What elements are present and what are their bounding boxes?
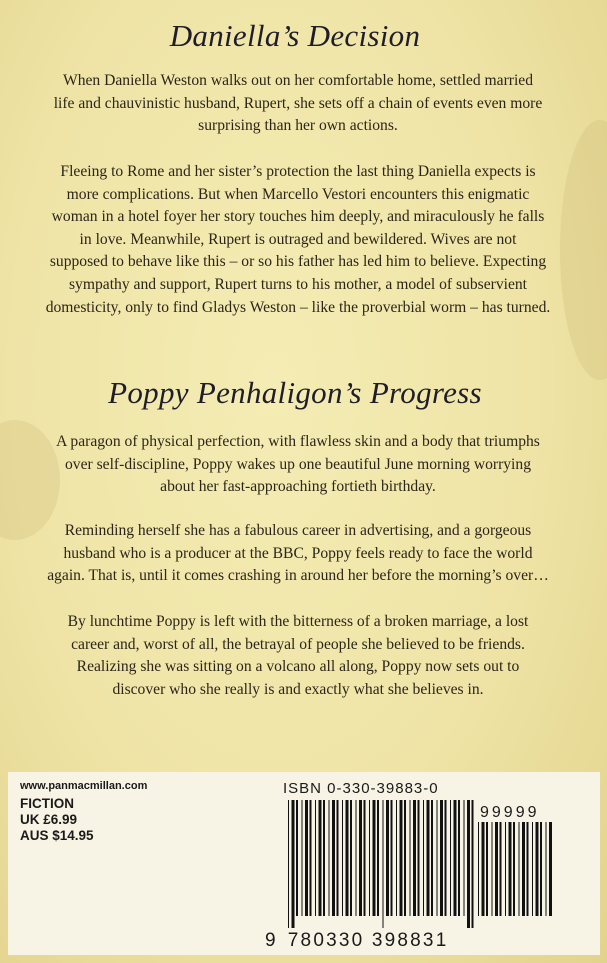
ean-barcode bbox=[288, 800, 474, 928]
text-line: When Daniella Weston walks out on her comfortable home, settled married bbox=[62, 72, 534, 89]
text-line: husband who is a producer at the BBC, Poppy feels ready to face the world bbox=[63, 544, 533, 562]
ean-number bbox=[265, 930, 448, 952]
text-line: again. That is, until it comes crashing in around her before the morning’s over… bbox=[47, 567, 549, 585]
ean-lead-digit: 9 bbox=[265, 930, 278, 951]
text-line: A paragon of physical perfection, with flawless skin and a body that triumphs bbox=[56, 433, 540, 450]
text-line: Reminding herself she has a fabulous career in advertising, and a gorgeous bbox=[64, 522, 532, 539]
publisher-url: www.panmacmillan.com bbox=[20, 780, 148, 792]
barcode-bar bbox=[445, 800, 447, 916]
barcode-bar bbox=[505, 822, 506, 916]
barcode-bar bbox=[342, 800, 343, 916]
text-line: Realizing she was sitting on a volcano all along, Poppy now sets out to bbox=[76, 658, 520, 676]
barcode-bar bbox=[315, 800, 316, 916]
barcode-bar bbox=[549, 822, 552, 916]
barcode-bar bbox=[495, 822, 498, 916]
barcode-bar bbox=[427, 800, 430, 916]
barcode-bar bbox=[356, 800, 357, 916]
publisher-info bbox=[20, 780, 147, 844]
barcode-bar bbox=[522, 822, 525, 916]
barcode-bar bbox=[536, 822, 539, 916]
barcode-bar bbox=[404, 800, 406, 916]
barcode-bar bbox=[373, 800, 376, 916]
book2-paragraph-1 bbox=[18, 431, 578, 499]
barcode-bar bbox=[454, 800, 457, 916]
barcode-bar bbox=[418, 800, 420, 916]
barcode-bar bbox=[302, 800, 303, 916]
text-line: surprising than her own actions. bbox=[198, 117, 398, 135]
text-line: By lunchtime Poppy is left with the bitterness of a broken marriage, a lost bbox=[67, 613, 529, 630]
barcode-bar bbox=[364, 800, 366, 916]
barcode-bar bbox=[323, 800, 325, 916]
isbn-text: ISBN 0-330-39883-0 bbox=[283, 780, 439, 797]
addon-barcode bbox=[478, 822, 552, 928]
barcode-bar bbox=[396, 800, 397, 916]
barcode-bar bbox=[513, 822, 515, 916]
barcode-bar bbox=[482, 822, 485, 916]
barcode-bar bbox=[391, 800, 393, 916]
text-line: Fleeing to Rome and her sister’s protection the last thing Daniella expects is bbox=[60, 163, 536, 180]
barcode-bar bbox=[346, 800, 349, 916]
barcode-bar bbox=[532, 822, 533, 916]
barcode-bar bbox=[472, 800, 474, 928]
barcode-bar bbox=[400, 800, 403, 916]
text-line: career and, worst of all, the betrayal of people she believed to be friends. bbox=[71, 635, 525, 653]
text-line: domesticity, only to find Gladys Weston – like the proverbial worm – has turned. bbox=[45, 298, 551, 316]
barcode-bar bbox=[359, 800, 362, 916]
text-line: life and chauvinistic husband, Rupert, she sets off a chain of events even more bbox=[53, 94, 543, 112]
barcode-bar bbox=[540, 822, 542, 916]
barcode-bar bbox=[500, 822, 502, 916]
barcode-bar bbox=[319, 800, 322, 916]
barcode-bar bbox=[527, 822, 529, 916]
barcode-bar bbox=[467, 800, 470, 928]
text-line: about her fast-approaching fortieth birthday. bbox=[160, 478, 436, 496]
price-uk: UK £6.99 bbox=[20, 812, 78, 827]
barcode-bar bbox=[305, 800, 308, 916]
barcode-bar bbox=[310, 800, 312, 916]
book1-paragraph-1 bbox=[18, 70, 578, 138]
barcode-bar bbox=[292, 800, 295, 928]
barcode-bar bbox=[546, 822, 547, 916]
barcode-bar bbox=[377, 800, 379, 916]
barcode-bar bbox=[369, 800, 370, 916]
barcode-bar bbox=[440, 800, 443, 916]
barcode-bar bbox=[350, 800, 352, 916]
barcode-bar bbox=[486, 822, 488, 916]
barcode-bar bbox=[509, 822, 512, 916]
barcode-bar bbox=[431, 800, 433, 916]
barcode-bar bbox=[337, 800, 339, 916]
barcode-bar bbox=[386, 800, 389, 916]
barcode-bar bbox=[296, 800, 298, 916]
text-line: woman in a hotel foyer her story touches him deeply, and miraculously he falls bbox=[51, 208, 545, 226]
barcode-bar bbox=[478, 822, 479, 916]
barcode-bar bbox=[519, 822, 520, 916]
price-aus: AUS $14.95 bbox=[20, 828, 94, 843]
barcode-bar bbox=[464, 800, 465, 916]
barcode-bar bbox=[458, 800, 460, 916]
text-line: sympathy and support, Rupert turns to his mother, a model of subservient bbox=[68, 275, 528, 293]
ean-digits: 780330 398831 bbox=[287, 930, 449, 951]
barcode-bar bbox=[329, 800, 330, 916]
barcode-bar bbox=[450, 800, 451, 916]
barcode-bar bbox=[410, 800, 411, 916]
barcode-bar bbox=[437, 800, 438, 916]
barcode-bar bbox=[413, 800, 416, 916]
text-line: in love. Meanwhile, Rupert is outraged and bewildered. Wives are not bbox=[79, 230, 517, 248]
text-line: over self-discipline, Poppy wakes up one beautiful June morning worrying bbox=[65, 455, 531, 473]
book2-title: Poppy Penhaligon’s Progress bbox=[108, 375, 482, 410]
text-line: discover who she really is and exactly what she believes in. bbox=[112, 680, 484, 698]
barcode-bar bbox=[288, 800, 289, 928]
barcode-addon-number: 99999 bbox=[480, 804, 540, 821]
book1-title: Daniella’s Decision bbox=[169, 18, 421, 53]
barcode-bar bbox=[383, 800, 384, 928]
barcode-bar bbox=[332, 800, 335, 916]
text-line: supposed to behave like this – or so his father has led him to believe. Expecting bbox=[49, 253, 547, 271]
category-label: FICTION bbox=[20, 796, 74, 811]
book2-paragraph-2 bbox=[18, 520, 578, 588]
book2-paragraph-3 bbox=[18, 611, 578, 701]
book1-paragraph-2 bbox=[18, 161, 578, 319]
text-line: more complications. But when Marcello Vestori encounters this enigmatic bbox=[66, 185, 530, 203]
barcode-bar bbox=[423, 800, 424, 916]
barcode-bar bbox=[492, 822, 493, 916]
